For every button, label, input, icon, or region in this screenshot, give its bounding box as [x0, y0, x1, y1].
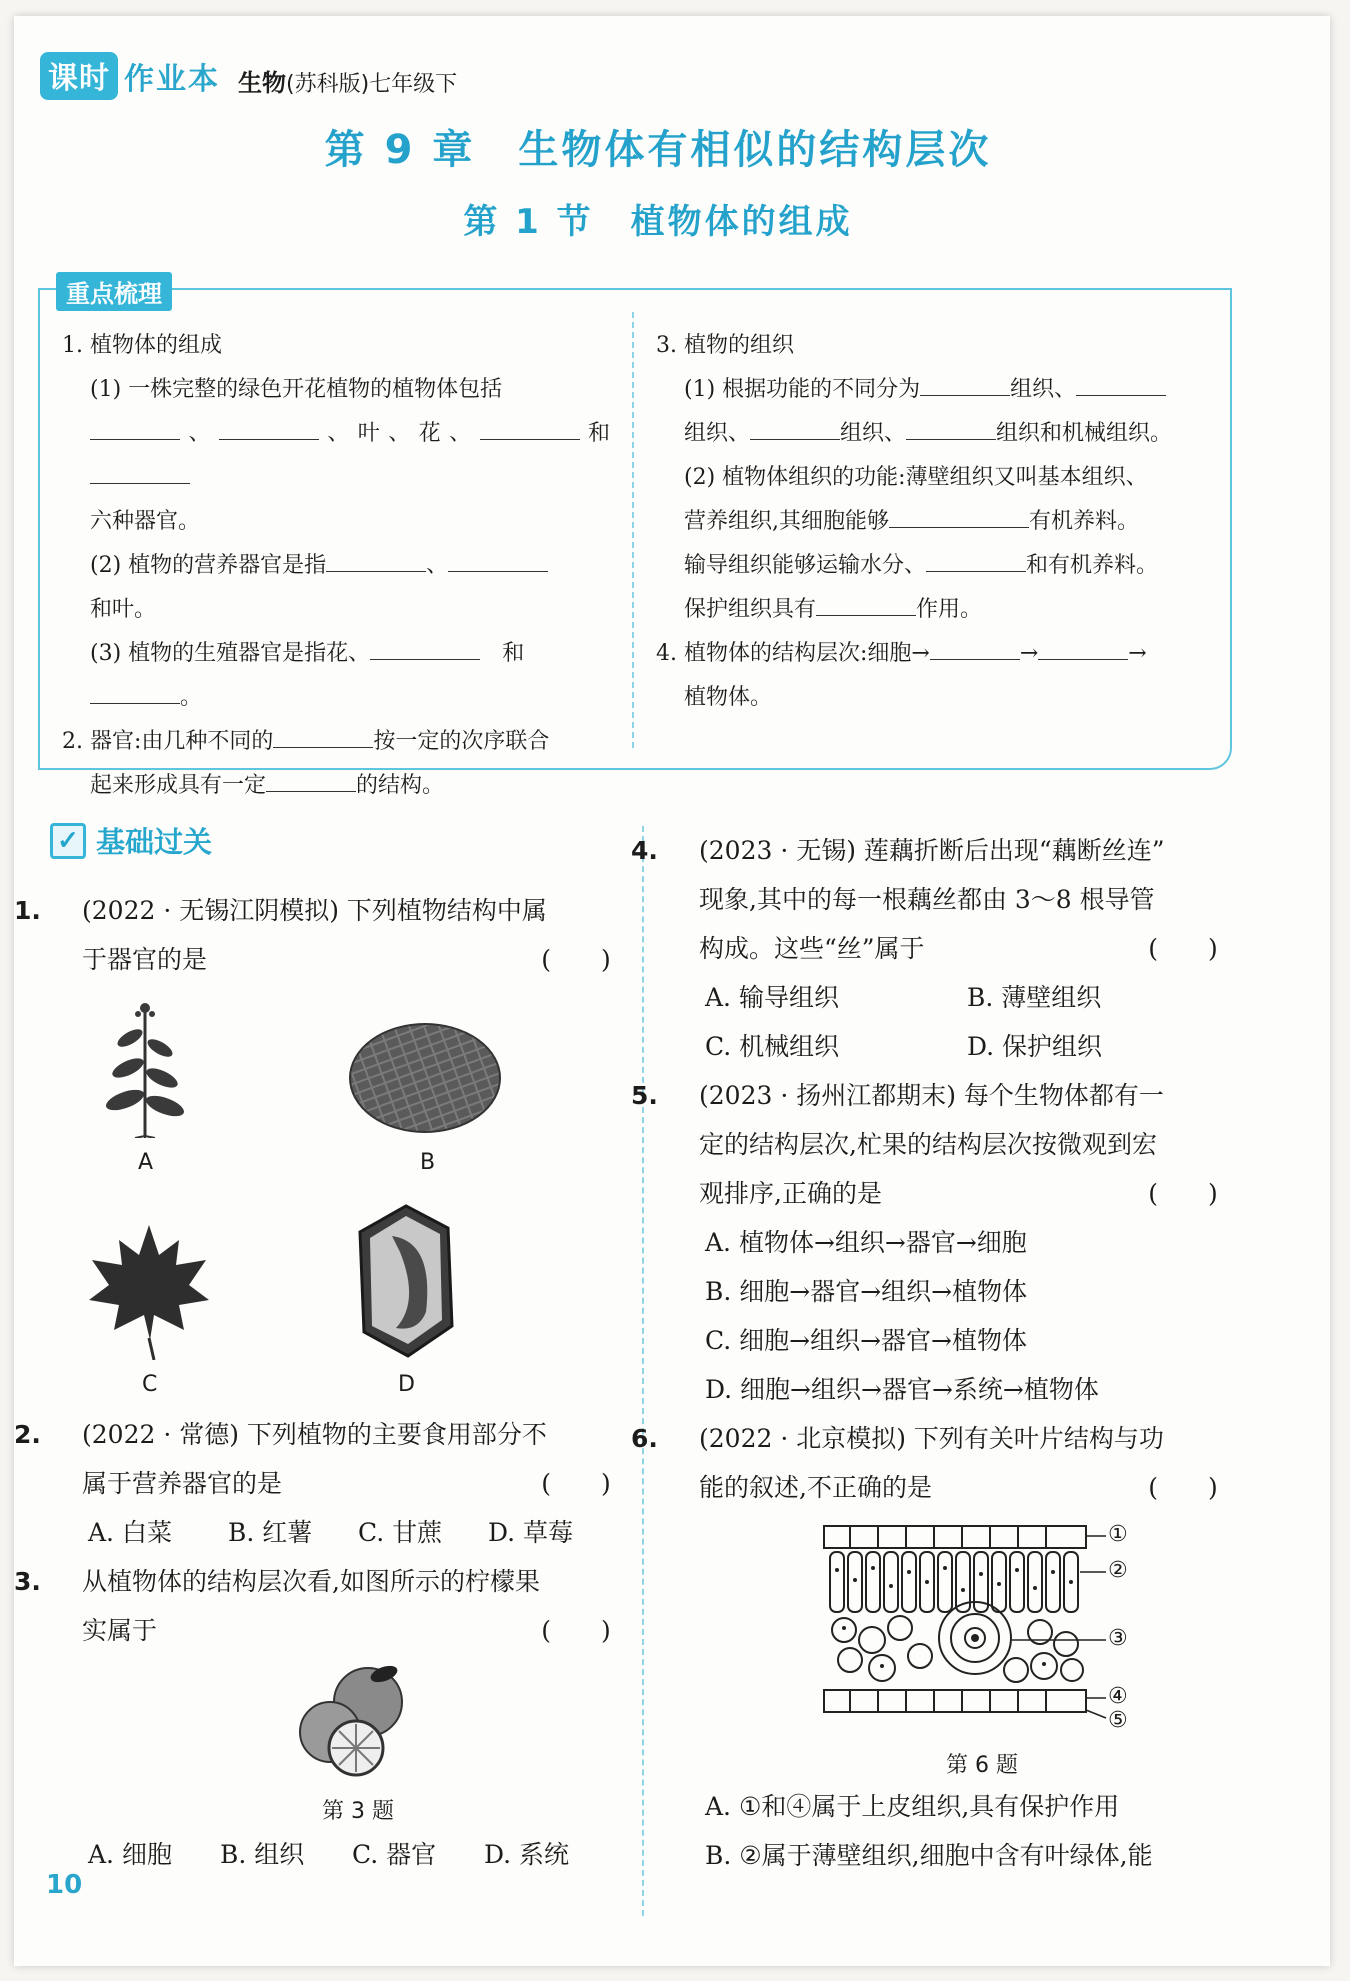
q5-option-b[interactable]: B. 细胞→器官→组织→植物体 — [705, 1277, 1028, 1306]
q-text: 定的结构层次,杧果的结构层次按微观到宏 — [699, 1130, 1157, 1159]
basic-section-title: 基础过关 — [96, 825, 213, 859]
kp-text: 按一定的次序联合 — [373, 729, 550, 754]
q-number: 3. — [14, 1567, 41, 1596]
q2-line-b — [48, 1459, 628, 1508]
kp-item-2b — [62, 764, 610, 808]
q5-line-b — [665, 1120, 1235, 1169]
q-text: (2022 · 北京模拟) 下列有关叶片结构与功 — [699, 1424, 1164, 1453]
answer-paren[interactable]: ( ) — [1148, 934, 1218, 963]
kp-item-4b: 植物体。 — [684, 685, 773, 710]
q2-line-a — [14, 1410, 628, 1459]
kp-text: 、 — [180, 421, 219, 446]
q-number: 5. — [631, 1081, 658, 1110]
kp-item-1-2b: 和叶。 — [90, 597, 157, 622]
answer-paren[interactable]: ( ) — [541, 945, 611, 974]
q-text: 现象,其中的每一根藕丝都由 3～8 根导管 — [699, 885, 1155, 914]
checkbox-icon: ✓ — [50, 823, 86, 859]
q4-line-a — [631, 826, 1235, 875]
q6-mark-2: ② — [1108, 1558, 1128, 1583]
option[interactable]: D. 草莓 — [488, 1518, 574, 1547]
q3-line-b — [48, 1606, 628, 1655]
blank[interactable] — [448, 545, 548, 572]
q1-label-c: C — [142, 1372, 158, 1397]
kp-text: 、 — [426, 553, 449, 578]
kp-text: 、叶、花、 — [318, 421, 480, 446]
q3-options — [48, 1830, 628, 1879]
edition: (苏科版)七年级下 — [286, 71, 458, 97]
kp-item-4a — [656, 632, 1212, 676]
header — [40, 52, 457, 100]
option[interactable]: C. 机械组织 — [705, 1032, 840, 1061]
question-1 — [14, 886, 628, 984]
q5-line-c — [665, 1169, 1235, 1218]
kp-item-3-1a — [656, 368, 1212, 412]
q2-options — [48, 1508, 628, 1557]
kp-text: (2) 植物的营养器官是指 — [90, 553, 327, 578]
kp-text: 和有机养料。 — [1026, 553, 1159, 578]
answer-paren[interactable]: ( ) — [1148, 1473, 1218, 1502]
q6-line-b — [665, 1463, 1235, 1512]
blank[interactable] — [1038, 633, 1128, 660]
q-number: 4. — [631, 836, 658, 865]
q-text: (2022 · 无锡江阴模拟) 下列植物结构中属 — [82, 896, 547, 925]
cell-tissue-icon — [348, 1022, 502, 1134]
option[interactable]: D. 系统 — [484, 1840, 570, 1869]
q6-mark-4: ④ — [1108, 1684, 1128, 1709]
blank[interactable] — [273, 721, 373, 748]
q1-label-d: D — [398, 1372, 415, 1397]
q-text: 能的叙述,不正确的是 — [699, 1473, 932, 1502]
kp-text: 有机养料。 — [1029, 509, 1140, 534]
key-points-left — [62, 324, 610, 808]
q-text: 属于营养器官的是 — [82, 1469, 283, 1498]
q6-option-a[interactable]: A. ①和④属于上皮组织,具有保护作用 — [705, 1792, 1120, 1821]
q6-mark-1: ① — [1108, 1522, 1128, 1547]
kp-text: 和 — [502, 641, 525, 666]
kp-text: (3) 植物的生殖器官是指花、 — [90, 641, 371, 666]
question-6-options — [665, 1782, 1235, 1880]
q-text: 于器官的是 — [82, 945, 208, 974]
arrow: → — [1128, 641, 1147, 666]
kp-item-3-2a: (2) 植物体组织的功能:薄壁组织又叫基本组织、 — [684, 465, 1148, 490]
blank[interactable] — [219, 413, 319, 440]
plant-icon — [100, 998, 190, 1138]
blank[interactable] — [906, 413, 996, 440]
kp-text: 营养组织,其细胞能够 — [684, 509, 889, 534]
q4-line-c — [665, 924, 1235, 973]
answer-paren[interactable]: ( ) — [541, 1616, 611, 1645]
q6-mark-3: ③ — [1108, 1626, 1128, 1651]
kp-text: 保护组织具有 — [684, 597, 817, 622]
blank[interactable] — [326, 545, 426, 572]
kp-text: (1) 根据功能的不同分为 — [684, 377, 921, 402]
kp-item-3-title: 3. 植物的组织 — [656, 333, 794, 358]
kp-text: 和 — [579, 421, 610, 446]
blank[interactable] — [1076, 369, 1166, 396]
q-text: 实属于 — [82, 1616, 158, 1645]
blank[interactable] — [90, 457, 190, 484]
q4-options-1 — [665, 973, 1235, 1022]
basic-section-header — [50, 820, 212, 861]
q-text: 观排序,正确的是 — [699, 1179, 882, 1208]
question-3-options — [48, 1830, 628, 1879]
question-4 — [631, 826, 1235, 1512]
option[interactable]: B. 红薯 — [228, 1518, 313, 1547]
q4-options-2 — [665, 1022, 1235, 1071]
q5-option-c[interactable]: C. 细胞→组织→器官→植物体 — [705, 1326, 1027, 1355]
key-points-tab: 重点梳理 — [56, 272, 172, 311]
blank[interactable] — [920, 369, 1010, 396]
q6-option-b[interactable]: B. ②属于薄壁组织,细胞中含有叶绿体,能 — [705, 1841, 1153, 1870]
kp-item-2a — [62, 720, 610, 764]
subject: 生物 — [238, 68, 286, 97]
blank[interactable] — [750, 413, 840, 440]
option[interactable]: B. 薄壁组织 — [967, 983, 1102, 1012]
q5-option-d[interactable]: D. 细胞→组织→器官→系统→植物体 — [705, 1375, 1099, 1404]
column-divider — [642, 826, 644, 1916]
q3-line-a — [14, 1557, 628, 1606]
kp-item-1-3b — [62, 676, 610, 720]
q-text: (2023 · 无锡) 莲藕折断后出现“藕断丝连” — [699, 836, 1165, 865]
key-points-right — [656, 324, 1212, 720]
option[interactable]: C. 器官 — [352, 1840, 437, 1869]
answer-paren[interactable]: ( ) — [541, 1469, 611, 1498]
q-text: (2022 · 常德) 下列植物的主要食用部分不 — [82, 1420, 547, 1449]
kp-text: 。 — [180, 685, 203, 710]
kp-item-3-2b — [656, 500, 1212, 544]
section-title: 第 1 节 植物体的组成 — [463, 202, 853, 242]
kp-text: 4. 植物体的结构层次:细胞→ — [656, 641, 930, 666]
q-number: 2. — [14, 1420, 41, 1449]
blank[interactable] — [889, 501, 1029, 528]
page-number: 10 — [46, 1870, 83, 1900]
kp-item-1-3a — [62, 632, 610, 676]
option[interactable]: D. 保护组织 — [967, 1032, 1103, 1061]
chapter-title: 第 9 章 生物体有相似的结构层次 — [324, 127, 992, 173]
q3-caption: 第 3 题 — [322, 1799, 394, 1824]
kp-item-1-2a — [62, 544, 610, 588]
kp-text: 的结构。 — [356, 773, 445, 798]
blank[interactable] — [816, 589, 916, 616]
brand-name: 作业本 — [124, 62, 220, 97]
blank[interactable] — [926, 545, 1026, 572]
q-text: (2023 · 扬州江都期末) 每个生物体都有一 — [699, 1081, 1164, 1110]
blank[interactable] — [370, 633, 480, 660]
book-title — [238, 63, 457, 98]
option[interactable]: A. 细胞 — [88, 1840, 172, 1869]
option[interactable]: A. 输导组织 — [705, 983, 839, 1012]
lemon-icon — [298, 1660, 416, 1778]
kp-item-1-1a: (1) 一株完整的绿色开花植物的植物体包括 — [90, 377, 503, 402]
kp-item-3-2c — [656, 544, 1212, 588]
blank[interactable] — [90, 677, 180, 704]
q1-line-a — [14, 886, 628, 935]
kp-item-3-2d — [656, 588, 1212, 632]
option[interactable]: C. 甘蔗 — [358, 1518, 443, 1547]
blank[interactable] — [266, 765, 356, 792]
maple-leaf-icon — [84, 1220, 214, 1360]
kp-item-1-1b — [62, 412, 610, 500]
q-number: 6. — [631, 1424, 658, 1453]
kp-text: 组织和机械组织。 — [996, 421, 1173, 446]
key-points-divider — [632, 312, 634, 748]
q-text: 从植物体的结构层次看,如图所示的柠檬果 — [82, 1567, 540, 1596]
kp-text: 作用。 — [916, 597, 983, 622]
option[interactable]: B. 组织 — [220, 1840, 305, 1869]
q5-option-a[interactable]: A. 植物体→组织→器官→细胞 — [705, 1228, 1027, 1257]
blank[interactable] — [90, 413, 180, 440]
q6-mark-5: ⑤ — [1108, 1708, 1128, 1733]
kp-item-1-title: 1. 植物体的组成 — [62, 333, 222, 358]
kp-text: 起来形成具有一定 — [90, 773, 267, 798]
q-text: 构成。这些“丝”属于 — [699, 934, 925, 963]
q1-label-b: B — [420, 1150, 436, 1175]
leaf-cross-section-diagram — [820, 1520, 1140, 1750]
kp-text: 2. 器官:由几种不同的 — [62, 729, 274, 754]
kp-text: 组织、 — [1010, 377, 1077, 402]
question-2 — [14, 1410, 628, 1655]
arrow: → — [1019, 641, 1039, 666]
q1-line-b — [48, 935, 628, 984]
plant-cell-icon — [356, 1202, 456, 1360]
q-number: 1. — [14, 896, 41, 925]
q6-line-a — [631, 1414, 1235, 1463]
answer-paren[interactable]: ( ) — [1148, 1179, 1218, 1208]
kp-text: 组织、 — [684, 421, 751, 446]
q5-line-a — [631, 1071, 1235, 1120]
blank[interactable] — [480, 413, 580, 440]
blank[interactable] — [930, 633, 1020, 660]
kp-text: 组织、 — [840, 421, 907, 446]
q4-line-b — [665, 875, 1235, 924]
q1-label-a: A — [138, 1150, 154, 1175]
brand-logo: 课时 — [40, 52, 118, 100]
kp-item-3-1b — [656, 412, 1212, 456]
kp-text: 输导组织能够运输水分、 — [684, 553, 927, 578]
q6-caption: 第 6 题 — [946, 1753, 1018, 1778]
kp-item-1-1c: 六种器官。 — [90, 509, 201, 534]
option[interactable]: A. 白菜 — [88, 1518, 172, 1547]
